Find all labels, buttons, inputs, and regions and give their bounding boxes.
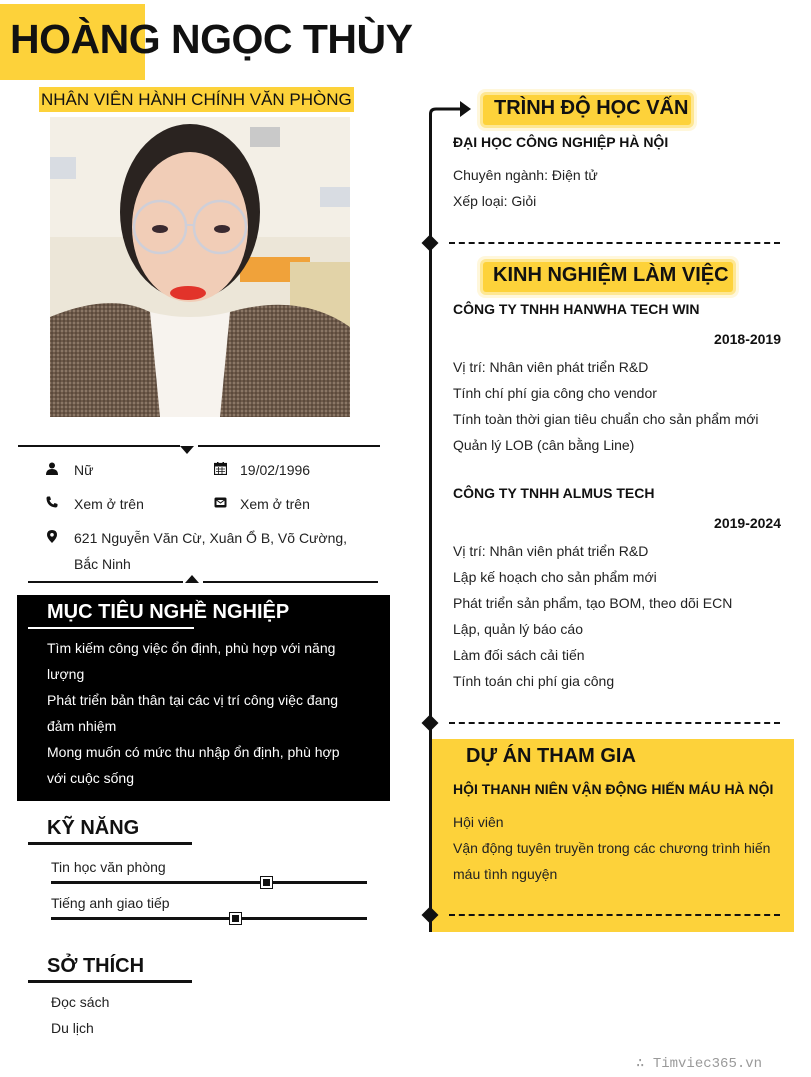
avatar-photo <box>50 117 350 417</box>
objective-line: với cuộc sống <box>47 770 135 786</box>
hobby-item: Du lịch <box>51 1020 94 1036</box>
school-name: ĐẠI HỌC CÔNG NGHIỆP HÀ NỘI <box>453 134 669 150</box>
triangle-up-icon <box>185 575 199 583</box>
skills-title: KỸ NĂNG <box>47 817 140 839</box>
project-detail: máu tình nguyện <box>453 866 558 882</box>
objective-line: Phát triển bản thân tại các vị trí công việc đang <box>47 692 339 708</box>
job-detail: Tính toán chi phí gia công <box>453 673 615 689</box>
divider-line <box>203 581 378 583</box>
dashed-divider <box>449 242 780 244</box>
skill-level-marker <box>261 877 272 888</box>
objective-line: Mong muốn có mức thu nhập ổn định, phù hợp <box>47 744 340 760</box>
job-detail: Vị trí: Nhân viên phát triển R&D <box>453 543 649 559</box>
triangle-down-icon <box>180 446 194 454</box>
skill-level-track <box>51 881 367 884</box>
objective-line: Tìm kiếm công việc ổn định, phù hợp với năng <box>47 640 336 656</box>
birthday-value: 19/02/1996 <box>240 462 311 478</box>
objective-line: đảm nhiệm <box>47 718 117 734</box>
divider-line <box>28 581 183 583</box>
arrow-right-icon <box>428 98 473 122</box>
map-pin-icon <box>45 529 59 543</box>
job-detail: Làm đối sách cải tiến <box>453 647 585 663</box>
name-rest: NGỌC THÙY <box>160 16 413 62</box>
email-value: Xem ở trên <box>240 496 310 512</box>
title-underline <box>28 980 192 983</box>
job-years: 2018-2019 <box>714 331 781 347</box>
objective-section <box>17 595 390 801</box>
diamond-icon <box>422 715 439 732</box>
skill-level-track <box>51 917 367 920</box>
job-detail: Vị trí: Nhân viên phát triển R&D <box>453 359 649 375</box>
job-years: 2019-2024 <box>714 515 781 531</box>
projects-title: DỰ ÁN THAM GIA <box>466 745 636 767</box>
education-detail: Chuyên ngành: Điện tử <box>453 167 598 183</box>
name-first-part: HOÀNG <box>10 16 161 62</box>
job-detail: Tính chí phí gia công cho vendor <box>453 385 657 401</box>
job-detail: Quản lý LOB (cân bằng Line) <box>453 437 635 453</box>
company-name: CÔNG TY TNHH HANWHA TECH WIN <box>453 301 700 317</box>
skill-label: Tiếng anh giao tiếp <box>51 895 170 911</box>
hobbies-title: SỞ THÍCH <box>47 955 145 977</box>
calendar-icon <box>213 461 227 475</box>
phone-value: Xem ở trên <box>74 496 144 512</box>
project-detail: Hội viên <box>453 814 504 830</box>
phone-icon <box>45 495 59 509</box>
hobby-item: Đọc sách <box>51 994 110 1010</box>
address-line-1: 621 Nguyễn Văn Cừ, Xuân Ổ B, Võ Cường, <box>74 530 348 546</box>
job-detail: Lập, quản lý báo cáo <box>453 621 583 637</box>
job-title: NHÂN VIÊN HÀNH CHÍNH VĂN PHÒNG <box>39 87 354 112</box>
envelope-icon <box>213 495 227 509</box>
title-underline <box>28 627 194 629</box>
job-detail: Tính toàn thời gian tiêu chuẩn cho sản phẩm mới <box>453 411 759 427</box>
objective-title: MỤC TIÊU NGHỀ NGHIỆP <box>47 601 290 623</box>
skill-label: Tin học văn phòng <box>51 859 166 875</box>
divider-line <box>18 445 180 447</box>
job-detail: Lập kế hoạch cho sản phẩm mới <box>453 569 657 585</box>
job-detail: Phát triển sản phẩm, tạo BOM, theo dõi ECN <box>453 595 733 611</box>
user-icon <box>45 461 59 475</box>
address-line-2: Bắc Ninh <box>74 556 131 572</box>
candidate-name <box>10 16 413 63</box>
dashed-divider <box>449 914 780 916</box>
portrait-icon <box>50 117 350 417</box>
experience-title: KINH NGHIỆM LÀM VIỆC <box>493 264 729 286</box>
skill-level-marker <box>230 913 241 924</box>
gender-value: Nữ <box>74 462 94 478</box>
dashed-divider <box>449 722 780 724</box>
project-org: HỘI THANH NIÊN VẬN ĐỘNG HIẾN MÁU HÀ NỘI <box>453 781 774 797</box>
title-underline <box>28 842 192 845</box>
diamond-icon <box>422 235 439 252</box>
objective-line: lượng <box>47 666 85 682</box>
watermark: ∴ Timviec365.vn <box>636 1056 763 1072</box>
company-name: CÔNG TY TNHH ALMUS TECH <box>453 485 655 501</box>
project-detail: Vận động tuyên truyền trong các chương trình hiến <box>453 840 771 856</box>
education-detail: Xếp loại: Giỏi <box>453 193 537 209</box>
divider-line <box>198 445 380 447</box>
education-title: TRÌNH ĐỘ HỌC VẤN <box>494 97 689 119</box>
